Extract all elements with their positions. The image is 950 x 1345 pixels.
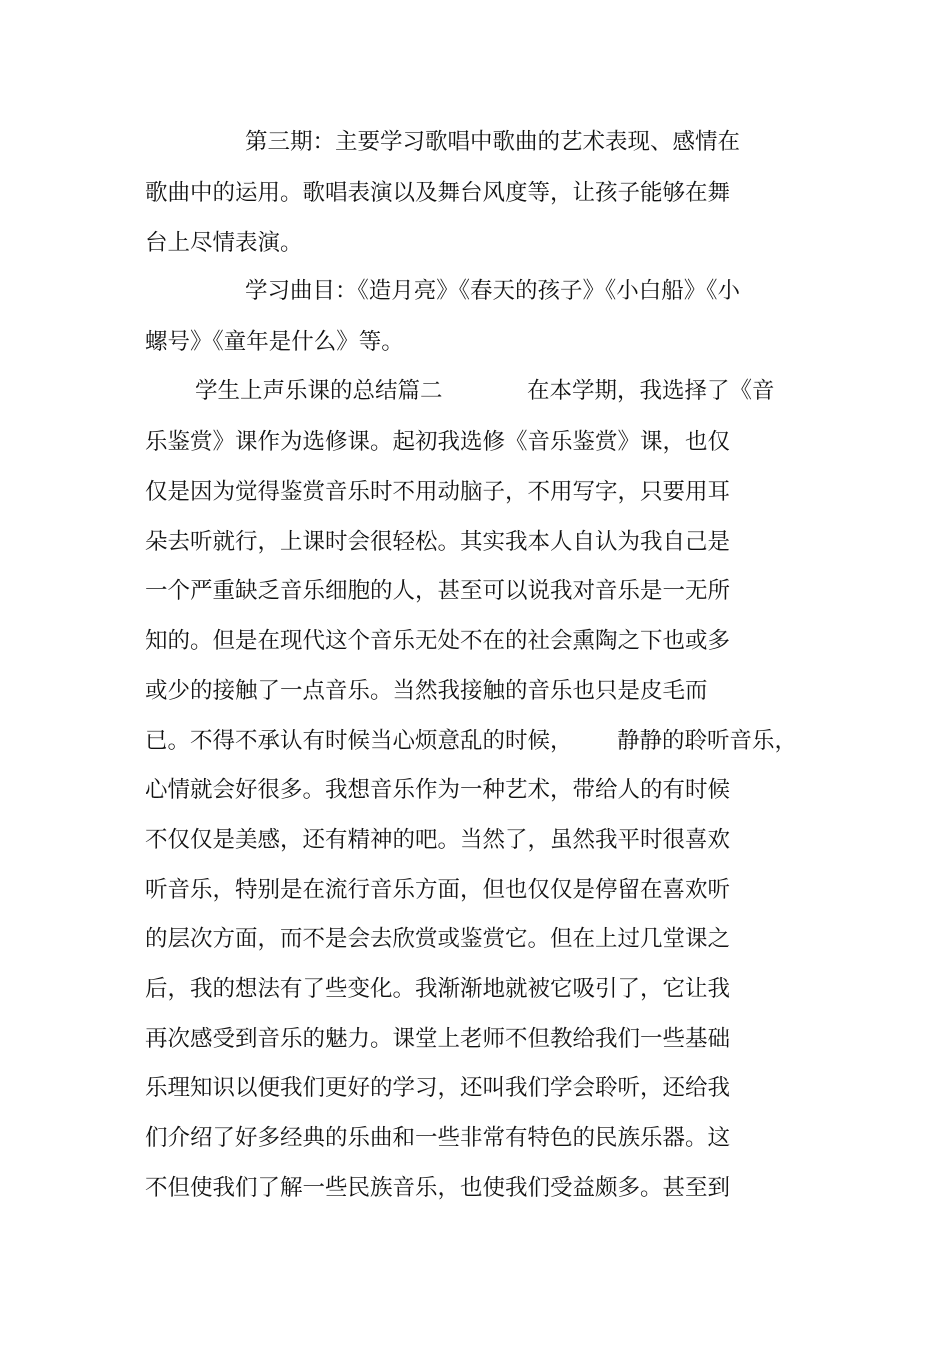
text-line: 台上尽情表演。 (145, 230, 303, 256)
text-line: 螺号》《童年是什么》等。 (145, 329, 404, 355)
text-line: 朵去听就行，上课时会很轻松。其实我本人自认为我自己是 (145, 529, 731, 555)
text-line: 听音乐，特别是在流行音乐方面，但也仅仅是停留在喜欢听 (145, 877, 731, 903)
text-line: 乐鉴赏》课作为选修课。起初我选修《音乐鉴赏》课，也仅 (145, 429, 731, 455)
text-line: 一个严重缺乏音乐细胞的人，甚至可以说我对音乐是一无所 (145, 578, 731, 604)
text-line: 知的。但是在现代这个音乐无处不在的社会熏陶之下也或多 (145, 628, 731, 654)
text-line: 或少的接触了一点音乐。当然我接触的音乐也只是皮毛而 (145, 678, 708, 704)
text-line: 在本学期，我选择了《音 (527, 378, 775, 404)
text-line: 学习曲目：《造月亮》《春天的孩子》《小白船》《小 (245, 278, 741, 304)
text-line: 歌曲中的运用。歌唱表演以及舞台风度等，让孩子能够在舞 (145, 180, 731, 206)
text-line: 不仅仅是美感，还有精神的吧。当然了，虽然我平时很喜欢 (145, 827, 731, 853)
text-line: 仅是因为觉得鉴赏音乐时不用动脑子，不用写字，只要用耳 (145, 479, 731, 505)
text-line: 不但使我们了解一些民族音乐，也使我们受益颇多。甚至到 (145, 1175, 731, 1201)
text-line: 第三期：主要学习歌唱中歌曲的艺术表现、感情在 (245, 129, 741, 155)
text-line: 心情就会好很多。我想音乐作为一种艺术，带给人的有时候 (145, 777, 731, 803)
section-heading: 学生上声乐课的总结篇二 (195, 378, 443, 404)
text-line: 静静的聆听音乐， (617, 728, 798, 754)
text-line: 再次感受到音乐的魅力。课堂上老师不但教给我们一些基础 (145, 1026, 731, 1052)
text-line: 的层次方面，而不是会去欣赏或鉴赏它。但在上过几堂课之 (145, 926, 731, 952)
text-line: 们介绍了好多经典的乐曲和一些非常有特色的民族乐器。这 (145, 1125, 731, 1151)
text-line: 后，我的想法有了些变化。我渐渐地就被它吸引了，它让我 (145, 976, 731, 1002)
text-line: 乐理知识以便我们更好的学习，还叫我们学会聆听，还给我 (145, 1075, 731, 1101)
text-line: 已。不得不承认有时候当心烦意乱的时候， (145, 728, 573, 754)
